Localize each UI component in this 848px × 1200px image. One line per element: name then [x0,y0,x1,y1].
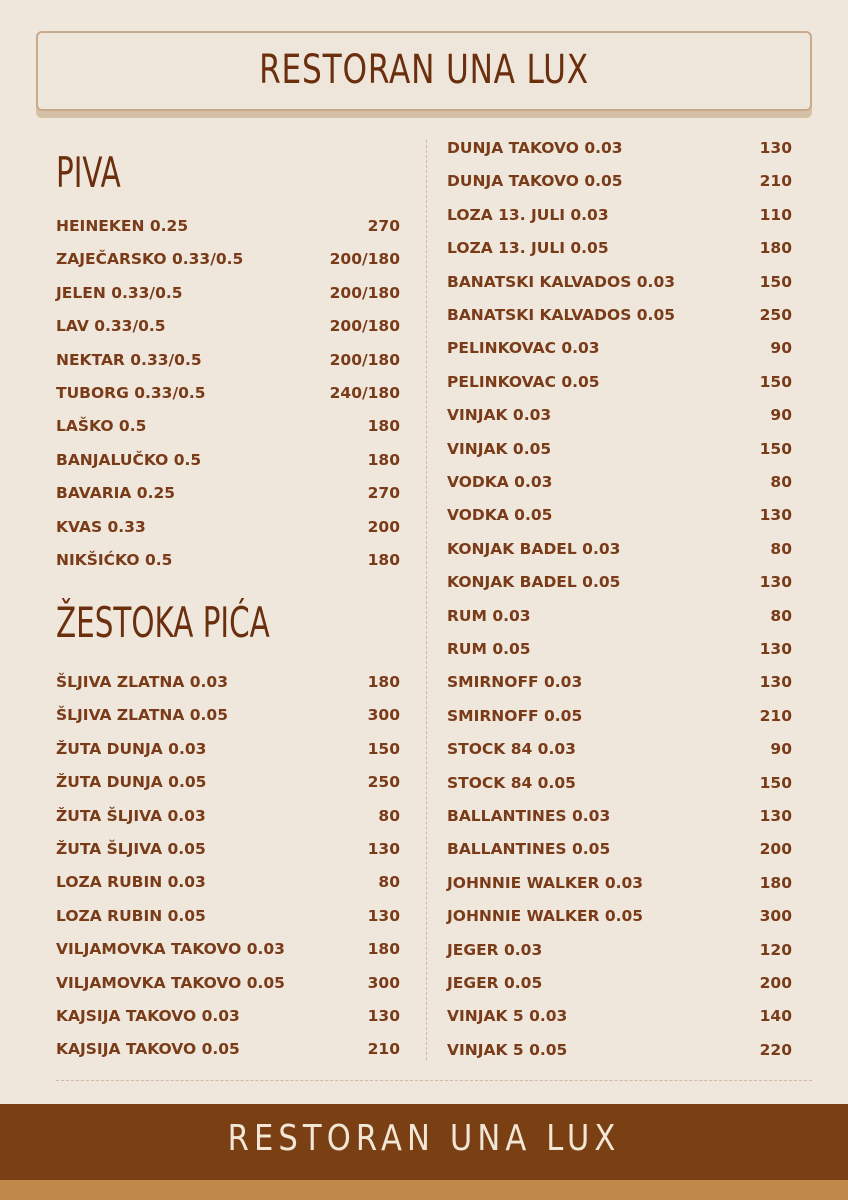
menu-item-name: BALLANTINES 0.03 [447,807,611,825]
menu-item [56,770,400,794]
menu-item-price: 210 [367,1040,400,1059]
column-divider [426,140,427,1060]
menu-item-name: VINJAK 0.05 [447,439,552,458]
menu-item [56,515,400,539]
menu-item-price: 150 [367,739,400,758]
menu-item-name: LAŠKO 0.5 [56,417,147,436]
menu-item-name: LOZA RUBIN 0.03 [56,873,206,892]
menu-item-name: VINJAK 5 0.03 [447,1007,568,1026]
menu-item [447,971,792,995]
header-banner [36,31,812,111]
menu-item-name: ŽUTA DUNJA 0.03 [56,739,207,758]
menu-item-name: DUNJA TAKOVO 0.03 [447,139,623,157]
menu-item-price: 150 [759,372,792,391]
menu-item-name: BANJALUČKO 0.5 [56,450,202,469]
menu-item [447,637,792,661]
menu-item-name: BANATSKI KALVADOS 0.03 [447,272,676,291]
menu-item-price: 200 [759,840,792,859]
menu-item-price: 80 [770,473,792,491]
menu-item [447,871,792,895]
menu-item [447,437,792,461]
menu-item-name: KAJSIJA TAKOVO 0.05 [56,1040,240,1059]
menu-item-price: 130 [367,906,400,925]
menu-item-price: 180 [367,551,400,569]
menu-item-price: 250 [759,306,792,324]
menu-item-name: ŠLJIVA ZLATNA 0.05 [56,706,228,725]
menu-item-price: 180 [367,417,400,436]
menu-item [56,247,400,271]
menu-item-price: 130 [759,640,792,658]
menu-item [56,737,400,761]
menu-item [447,303,792,327]
menu-item-price: 200/180 [329,350,400,369]
menu-item-price: 130 [759,506,792,525]
menu-item-name: VILJAMOVKA TAKOVO 0.05 [56,973,285,992]
menu-item [447,370,792,394]
menu-item [447,537,792,561]
menu-item-price: 80 [770,539,792,558]
menu-item-price: 200 [367,517,400,536]
menu-item-name: HEINEKEN 0.25 [56,217,189,235]
menu-item-name: KONJAK BADEL 0.03 [447,539,621,558]
menu-item-price: 300 [367,973,400,992]
menu-item-price: 240/180 [329,384,400,402]
menu-item-price: 110 [759,205,792,224]
menu-item-name: ŽUTA ŠLJIVA 0.03 [56,806,206,825]
menu-item-name: JEGER 0.03 [447,940,543,959]
menu-item-name: ŽUTA DUNJA 0.05 [56,773,207,792]
menu-item-price: 300 [367,706,400,725]
menu-item [447,336,792,360]
menu-item-price: 200/180 [329,283,400,302]
menu-item [447,470,792,494]
menu-item-price: 130 [367,840,400,858]
bottom-divider [56,1080,812,1081]
menu-item-price: 180 [367,940,400,959]
menu-item-price: 130 [759,673,792,692]
menu-item-price: 270 [367,217,400,235]
menu-item-name: VODKA 0.05 [447,506,553,525]
menu-item [56,214,400,238]
menu-item-name: BAVARIA 0.25 [56,484,176,503]
menu-item-name: JEGER 0.05 [447,974,543,992]
menu-item [56,348,400,372]
menu-item [56,281,400,305]
menu-item-price: 120 [759,940,792,959]
menu-item-price: 180 [367,673,400,691]
menu-item-price: 140 [759,1007,792,1026]
menu-item [56,1004,400,1028]
menu-item-name: TUBORG 0.33/0.5 [56,384,206,402]
menu-item-price: 180 [759,873,792,892]
menu-item-name: RUM 0.03 [447,606,531,625]
menu-item-price: 300 [759,907,792,926]
menu-item-name: SMIRNOFF 0.05 [447,706,583,725]
menu-item [56,481,400,505]
menu-item [447,136,792,160]
menu-item-price: 130 [759,807,792,825]
menu-item [447,737,792,761]
menu-item-name: JELEN 0.33/0.5 [56,283,183,302]
menu-item-price: 90 [770,339,792,358]
menu-item-name: STOCK 84 0.05 [447,773,576,792]
menu-item [447,771,792,795]
menu-item [56,703,400,727]
menu-item-price: 90 [770,406,792,425]
menu-item [56,1037,400,1061]
menu-item [447,804,792,828]
menu-item [56,937,400,961]
menu-item [56,670,400,694]
menu-item-name: KONJAK BADEL 0.05 [447,573,621,592]
menu-item [447,403,792,427]
footer-title: RESTORAN UNA LUX [227,1118,621,1159]
footer-stripe [0,1180,848,1200]
menu-item-price: 150 [759,773,792,792]
menu-item [56,971,400,995]
footer-banner [0,1104,848,1180]
menu-item-name: VILJAMOVKA TAKOVO 0.03 [56,940,285,959]
menu-item [447,604,792,628]
menu-item-name: RUM 0.05 [447,640,531,658]
menu-item-name: SMIRNOFF 0.03 [447,673,583,692]
section-title-zestoka-pica: ŽESTOKA PIĆA [56,598,270,647]
menu-item-price: 210 [759,706,792,725]
menu-item-name: NIKŠIĆKO 0.5 [56,551,173,569]
menu-item-price: 210 [759,172,792,191]
menu-item-name: JOHNNIE WALKER 0.03 [447,873,644,892]
menu-item-name: LOZA 13. JULI 0.03 [447,205,609,224]
section-title-piva: PIVA [56,148,121,197]
menu-item-name: BANATSKI KALVADOS 0.05 [447,306,676,324]
menu-item [447,570,792,594]
menu-item-price: 220 [759,1040,792,1059]
menu-item [56,804,400,828]
menu-item-price: 80 [378,873,400,892]
menu-item [447,670,792,694]
menu-item-name: KVAS 0.33 [56,517,146,536]
menu-item [447,203,792,227]
menu-item [56,414,400,438]
page-title: RESTORAN UNA LUX [259,47,589,93]
menu-item-price: 270 [367,484,400,503]
menu-item-name: VINJAK 0.03 [447,406,552,425]
menu-item-price: 200/180 [329,250,400,269]
menu-item-price: 200 [759,974,792,992]
menu-item-price: 150 [759,272,792,291]
menu-item [447,837,792,861]
menu-item [56,314,400,338]
menu-item [56,448,400,472]
menu-item-price: 250 [367,773,400,792]
menu-item-name: ZAJEČARSKO 0.33/0.5 [56,250,244,269]
menu-item-name: LOZA 13. JULI 0.05 [447,239,609,258]
menu-item [447,1038,792,1062]
menu-item-name: LAV 0.33/0.5 [56,317,166,336]
menu-item-price: 90 [770,740,792,759]
menu-item-name: ŠLJIVA ZLATNA 0.03 [56,673,228,691]
menu-item [447,1004,792,1028]
menu-item-price: 200/180 [329,317,400,336]
menu-item-price: 130 [759,573,792,592]
menu-item-name: DUNJA TAKOVO 0.05 [447,172,623,191]
menu-item-name: BALLANTINES 0.05 [447,840,611,859]
menu-item [447,169,792,193]
menu-item [447,904,792,928]
menu-item-price: 80 [770,606,792,625]
menu-item [447,704,792,728]
menu-item-price: 130 [367,1007,400,1025]
menu-item-name: PELINKOVAC 0.05 [447,372,600,391]
menu-item [56,837,400,861]
menu-item-price: 130 [759,139,792,157]
menu-item-name: PELINKOVAC 0.03 [447,339,600,358]
menu-item [56,870,400,894]
menu-item-name: VODKA 0.03 [447,473,553,491]
menu-item [447,270,792,294]
menu-item-name: STOCK 84 0.03 [447,740,576,759]
menu-item-price: 180 [367,450,400,469]
menu-item-name: VINJAK 5 0.05 [447,1040,568,1059]
menu-item [447,938,792,962]
menu-item-name: LOZA RUBIN 0.05 [56,906,206,925]
menu-item [56,381,400,405]
menu-item-price: 180 [759,239,792,258]
menu-item-name: ŽUTA ŠLJIVA 0.05 [56,840,206,858]
menu-item [56,548,400,572]
menu-item-name: NEKTAR 0.33/0.5 [56,350,202,369]
menu-item [447,503,792,527]
menu-item-price: 150 [759,439,792,458]
menu-item-price: 80 [378,806,400,825]
menu-item [447,236,792,260]
menu-item-name: JOHNNIE WALKER 0.05 [447,907,644,926]
menu-item [56,904,400,928]
menu-item-name: KAJSIJA TAKOVO 0.03 [56,1007,240,1025]
